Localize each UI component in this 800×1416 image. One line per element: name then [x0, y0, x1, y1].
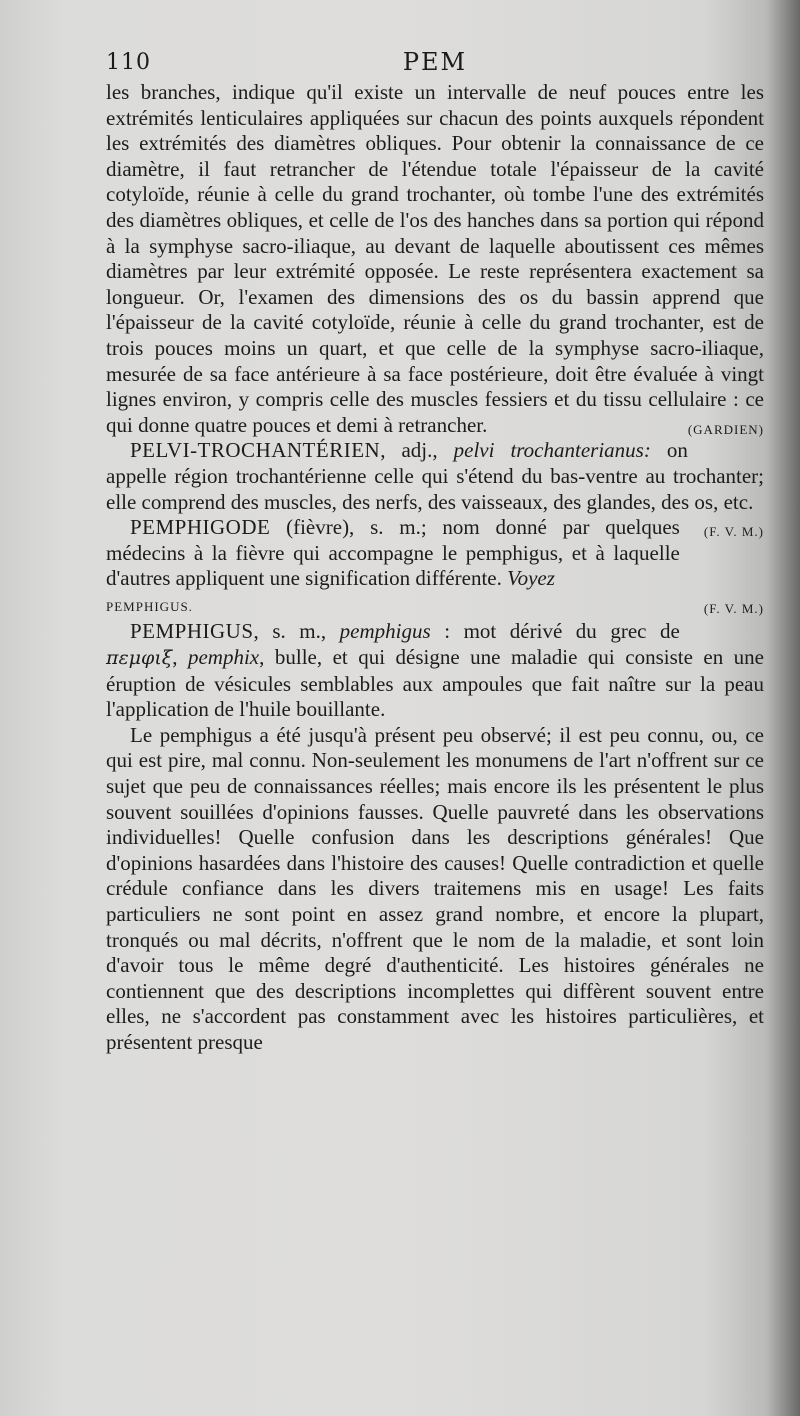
- entry-voyez: Voyez: [507, 566, 555, 591]
- entry-cross-reference: PEMPHIGUS.: [106, 598, 193, 614]
- entry-term: PEMPHIGODE: [130, 515, 271, 540]
- entry-latin: pelvi trochanterianus:: [453, 438, 651, 463]
- page-header: [106, 48, 764, 80]
- entry-text: on appelle région trochantérienne celle qui s'étend du bas-ventre au trochanter; elle comprend des muscles, des nerfs, des vaisseaux, des glandes, des os, etc.: [106, 438, 764, 514]
- entry-text: , bulle, et qui désigne une maladie qui consiste en une éruption de vésicules semblables aux ampoules que fait naître sur la peau l'application de l'huile bouillante.: [106, 645, 765, 722]
- author-signature: (F. V. M.): [703, 524, 764, 540]
- page-body: [106, 80, 764, 1056]
- author-signature: (GARDIEN): [687, 421, 764, 437]
- entry-pemphigus: [106, 619, 764, 722]
- entry-latin: pemphigus: [339, 619, 431, 644]
- paragraph-pemphigus-observation: [106, 723, 764, 1056]
- entry-pemphigode: [106, 515, 764, 619]
- entry-pos: , s. m.,: [253, 619, 340, 644]
- entry-text: : mot dérivé du grec de: [430, 619, 680, 644]
- entry-pos: , adj.,: [380, 438, 454, 463]
- entry-term: PEMPHIGUS: [130, 619, 254, 644]
- paragraph-text: Le pemphigus a été jusqu'à présent peu observé; il est peu connu, ou, ce qui est pire, mal connu. Non-seulement les monumens de l'art n'offrent sur ce sujet que peu de connaissances réelles; mais encore ils les présentent le plus souvent souillées d'opinions fausses. Quelle pauvreté dans les observations individuelles! Quelle confusion dans les descriptions générales! Que d'opinions hasardées dans l'histoire des causes! Quelle contradiction et quelle crédule confiance dans les divers traitemens mis en usage! Les faits particuliers ne sont point en assez grand nombre, et encore la plupart, tronqués ou mal décrits, n'offrent que le nom de la maladie, et sont loin d'avoir tous le même degré d'authenticité. Les histoires générales ne contiennent que des descriptions incomplettes qui diffèrent souvent entre elles, ne s'accordent pas constamment avec les histoires particulières, et présentent presque: [106, 722, 764, 1054]
- entry-term: PELVI-TROCHANTÉRIEN: [130, 438, 381, 463]
- paragraph-text: les branches, indique qu'il existe un intervalle de neuf pouces entre les extrémités lenticulaires appliquées sur chacun des points auxquels répondent les extrémités des diamètres obliques. Pour obtenir la connaissance de ce diamètre, il faut retrancher de l'étendue totale l'épaisseur de la cavité cotyloïde, réunie à celle du grand trochanter, où tombe l'une des extrémités des diamètres obliques, et celle de l'os des hanches dans sa portion qui répond à la symphyse sacro-iliaque, au devant de laquelle aboutissent ces mêmes diamètres par leur extrémité opposée. Le reste représentera exactement sa longueur. Or, l'examen des dimensions des os du bassin apprend que l'épaisseur de la cavité cotyloïde, réunie à celle du grand trochanter, est de trois pouces moins un quart, et que celle de la symphyse sacro-iliaque, mesurée de sa face antérieure à sa face postérieure, doit être évaluée à vingt lignes environ, y compris celle des muscles fessiers et du tissu cellulaire : ce qui donne quatre pouces et demi à retrancher.: [106, 80, 764, 437]
- page-edge-shadow: [766, 0, 800, 1416]
- entry-greek: πεμφιξ: [106, 647, 173, 670]
- author-signature: (F. V. M.): [703, 600, 764, 616]
- entry-transliteration: pemphix: [187, 645, 260, 670]
- paragraph-gardien: [106, 80, 764, 438]
- entry-comma: ,: [172, 645, 188, 670]
- entry-text: (fièvre), s. m.; nom donné par quelques médecins à la fièvre qui accompagne le pemphigus, et à laquelle d'autres appliquent une signification différente.: [106, 515, 680, 591]
- running-head: PEM: [402, 48, 468, 76]
- page-number: 110: [106, 50, 151, 75]
